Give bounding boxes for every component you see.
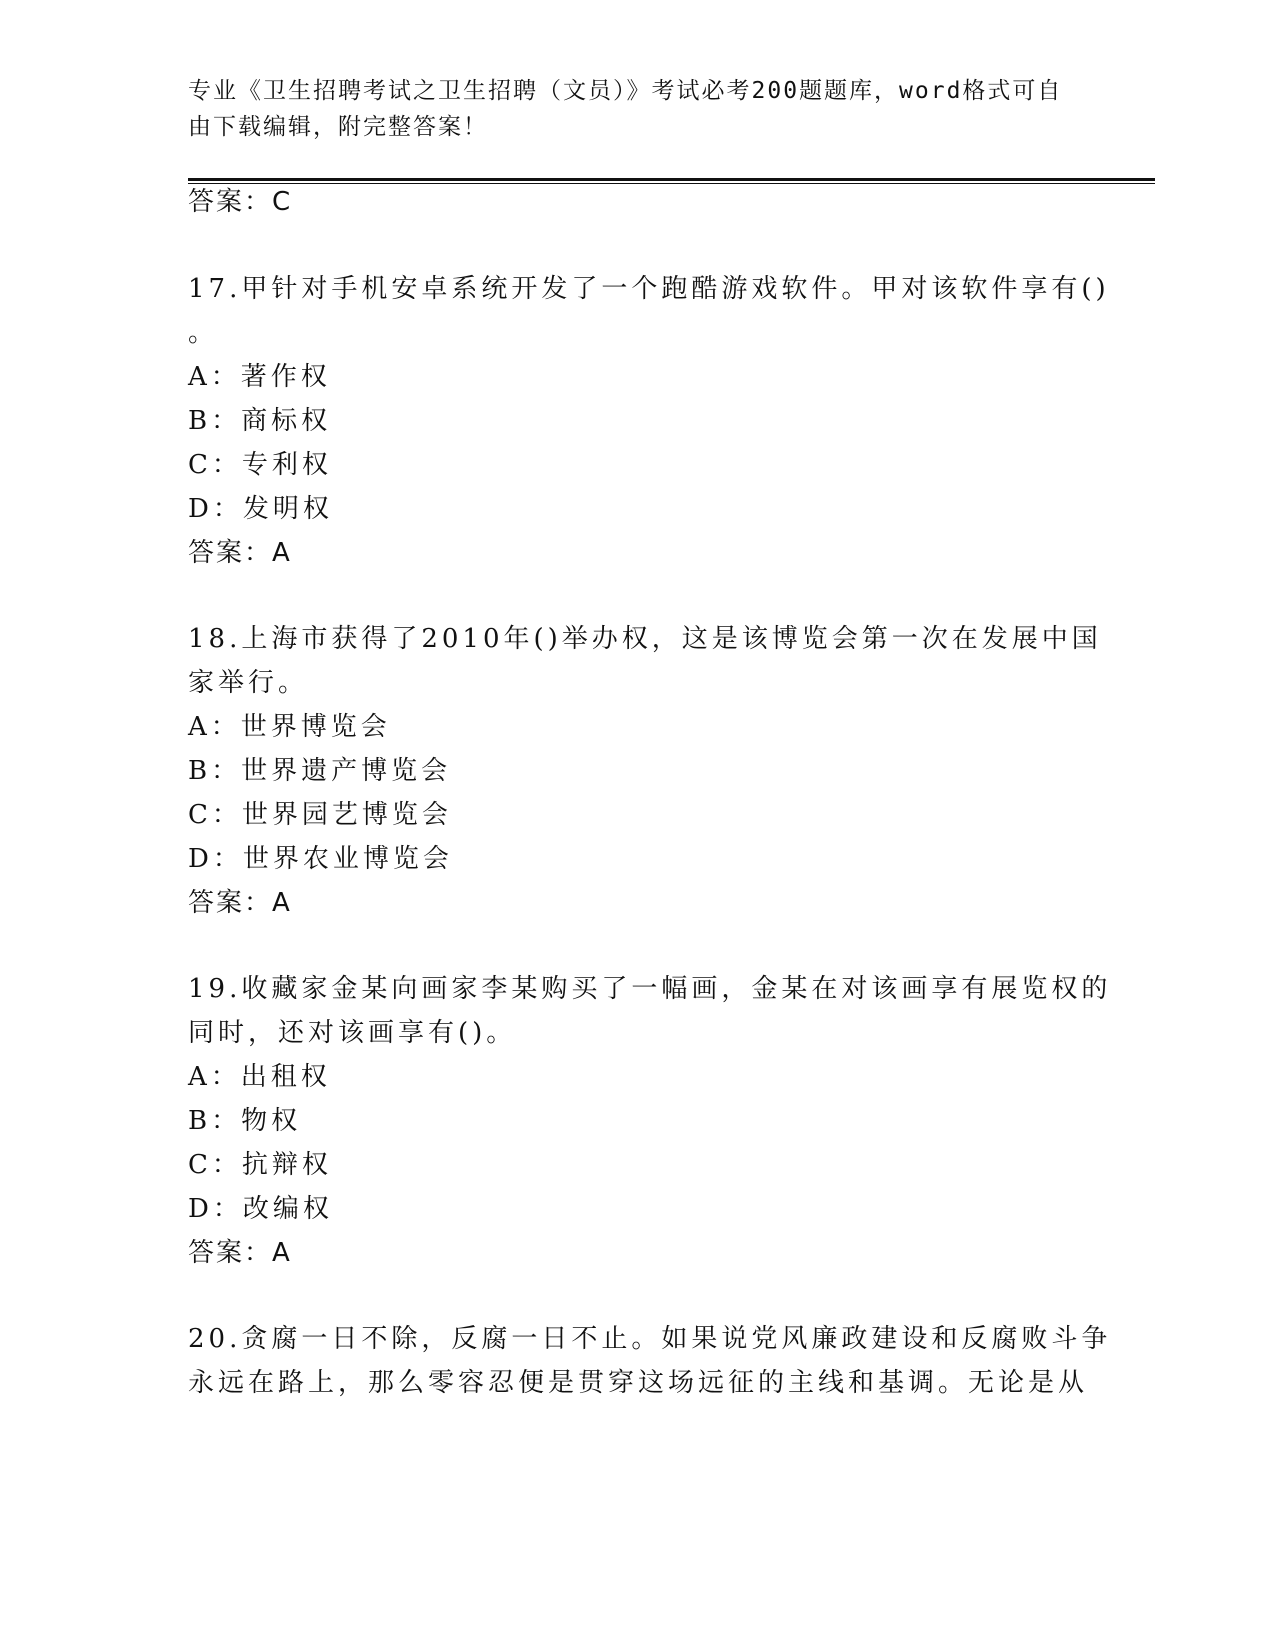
question-17-option-b: B：商标权 bbox=[188, 406, 332, 436]
question-19-option-d: D：改编权 bbox=[188, 1194, 333, 1224]
question-18-option-b: B：世界遗产博览会 bbox=[188, 756, 452, 786]
question-18-line-1: 18.上海市获得了2010年()举办权，这是该博览会第一次在发展中国 bbox=[188, 624, 1102, 654]
question-17-option-d: D：发明权 bbox=[188, 494, 333, 524]
question-17-answer: 答案：A bbox=[188, 538, 292, 568]
question-18-option-d: D：世界农业博览会 bbox=[188, 844, 453, 874]
answer-label: 答案：C bbox=[188, 187, 293, 217]
question-17-option-a: A：著作权 bbox=[188, 362, 331, 392]
question-17-line-1: 17.甲针对手机安卓系统开发了一个跑酷游戏软件。甲对该软件享有() bbox=[188, 274, 1110, 304]
question-18-answer: 答案：A bbox=[188, 888, 292, 918]
question-19-answer: 答案：A bbox=[188, 1238, 292, 1268]
header-divider-thick bbox=[188, 178, 1155, 181]
question-19-option-b: B：物权 bbox=[188, 1106, 302, 1136]
question-19-line-2: 同时，还对该画享有()。 bbox=[188, 1018, 517, 1048]
question-17-option-c: C：专利权 bbox=[188, 450, 332, 480]
question-20-line-1: 20.贪腐一日不除，反腐一日不止。如果说党风廉政建设和反腐败斗争 bbox=[188, 1324, 1112, 1354]
question-20-line-2: 永远在路上，那么零容忍便是贯穿这场远征的主线和基调。无论是从 bbox=[188, 1368, 1089, 1398]
question-17-line-2: 。 bbox=[188, 318, 219, 348]
question-19-option-a: A：出租权 bbox=[188, 1062, 331, 1092]
question-18-line-2: 家举行。 bbox=[188, 668, 309, 698]
document-header bbox=[188, 73, 1068, 145]
header-divider-thin bbox=[188, 183, 1155, 184]
question-19-option-c: C：抗辩权 bbox=[188, 1150, 332, 1180]
header-line-1: 专业《卫生招聘考试之卫生招聘（文员）》考试必考200题题库，word格式可自 bbox=[188, 78, 1063, 104]
header-line-2: 由下载编辑，附完整答案！ bbox=[188, 114, 488, 140]
question-18-option-c: C：世界园艺博览会 bbox=[188, 800, 452, 830]
question-18-option-a: A：世界博览会 bbox=[188, 712, 391, 742]
question-19-line-1: 19.收藏家金某向画家李某购买了一幅画，金某在对该画享有展览权的 bbox=[188, 974, 1112, 1004]
